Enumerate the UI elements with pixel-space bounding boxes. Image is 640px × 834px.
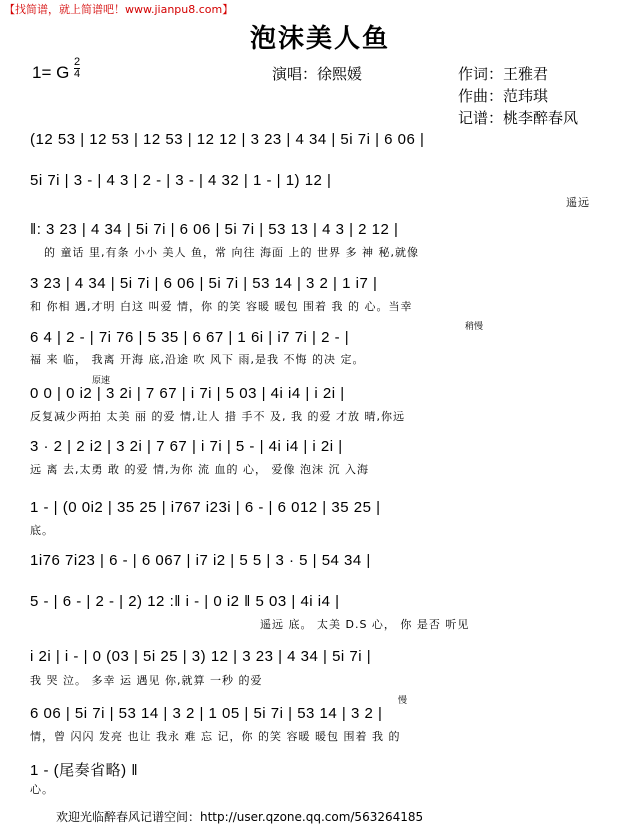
footer-link[interactable]: 欢迎光临醉春风记谱空间：http://user.qzone.qq.com/563264185 [56, 810, 424, 824]
score-line-3-lyric: 的 童话 里,有条 小小 美人 鱼，常 向往 海面 上的 世界 多 神 秘,就像 [44, 246, 419, 259]
score-line-11-notes: i 2i | i - | 0 (03 | 5i 25 | 3) 12 | 3 23 | 4 34 | 5i 7i | [30, 648, 372, 665]
score-line-3-notes: ‖: 3 23 | 4 34 | 5i 7i | 6 06 | 5i 7i | 53 13 | 4 3 | 2 12 | [30, 221, 399, 238]
score-line-5-notes: 6 4 | 2 - | 7i 76 | 5 35 | 6 67 | 1 6i | i7 7i | 2 - | [30, 329, 350, 346]
singer-credit: 演唱：徐熙媛 [272, 65, 363, 83]
score-line-13-notes: 1 - (尾奏省略) ‖ [30, 762, 139, 779]
score-line-7-notes: 3 · 2 | 2 i2 | 3 2i | 7 67 | i 7i | 5 - | 4i i4 | i 2i | [30, 438, 343, 455]
time-signature-top: 2 [74, 56, 81, 68]
score-line-4-lyric: 和 你相 遇,才明 白这 叫爱 情，你 的笑 容暖 暖包 围着 我 的 心。当幸 [30, 300, 413, 313]
time-signature-bottom: 4 [74, 68, 81, 80]
score-line-1-notes: (12 53 | 12 53 | 12 53 | 12 12 | 3 23 | 4 34 | 5i 7i | 6 06 | [30, 131, 425, 148]
score-line-11-lyric: 我 哭 泣。 多幸 运 遇见 你,就算 一秒 的爱 [30, 674, 263, 687]
tempo-mark-slightly-slow: 稍慢 [465, 322, 484, 332]
transcriber-credit: 记谱：桃李醉春风 [458, 109, 579, 127]
score-line-2-lyric: 遥远 [566, 196, 590, 209]
score-line-5-lyric: 福 来 临， 我离 开海 底,沿途 吹 风下 雨,是我 不悔 的决 定。 [30, 353, 365, 366]
score-line-6-lyric: 反复减少两拍 太美 丽 的爱 情,让人 措 手不 及, 我 的爱 才放 晴,你远 [30, 410, 405, 423]
score-line-10-lyric: 遥远 底。 太美 D.S 心， 你 是否 听见 [260, 618, 470, 631]
lyricist-credit: 作词：王雅君 [458, 65, 549, 83]
score-line-12-notes: 6 06 | 5i 7i | 53 14 | 3 2 | 1 05 | 5i 7i | 53 14 | 3 2 | [30, 705, 383, 722]
score-line-8-notes: 1 - | (0 0i2 | 35 25 | i767 i23i | 6 - | 6 012 | 35 25 | [30, 499, 381, 516]
site-banner[interactable]: 【找简谱，就上简谱吧！www.jianpu8.com】 [4, 3, 234, 16]
time-signature [74, 57, 80, 80]
page-title: 泡沫美人鱼 [249, 24, 390, 54]
score-line-2-notes: 5i 7i | 3 - | 4 3 | 2 - | 3 - | 4 32 | 1 - | 1) 12 | [30, 172, 332, 189]
tempo-mark-original: 原速 [92, 376, 111, 386]
score-line-9-notes: 1i76 7i23 | 6 - | 6 067 | i7 i2 | 5 5 | 3 · 5 | 54 34 | [30, 552, 371, 569]
score-line-8-lyric: 底。 [30, 524, 54, 537]
score-line-12-lyric: 情，曾 闪闪 发亮 也让 我永 难 忘 记，你 的笑 容暖 暖包 围着 我 的 [30, 730, 401, 743]
tempo-mark-slow: 慢 [398, 696, 408, 706]
score-line-7-lyric: 远 离 去,太勇 敢 的爱 情,为你 流 血的 心， 爱像 泡沫 沉 入海 [30, 463, 369, 476]
score-line-4-notes: 3 23 | 4 34 | 5i 7i | 6 06 | 5i 7i | 53 14 | 3 2 | 1 i7 | [30, 275, 378, 292]
key-signature: 1= G [32, 63, 70, 82]
score-line-10-notes: 5 - | 6 - | 2 - | 2) 12 :‖ i - | 0 i2 ‖ 5 03 | 4i i4 | [30, 593, 340, 610]
composer-credit: 作曲：范玮琪 [458, 87, 549, 105]
score-line-6-notes: 0 0 | 0 i2 | 3 2i | 7 67 | i 7i | 5 03 | 4i i4 | i 2i | [30, 385, 345, 402]
score-line-13-lyric: 心。 [30, 783, 54, 796]
